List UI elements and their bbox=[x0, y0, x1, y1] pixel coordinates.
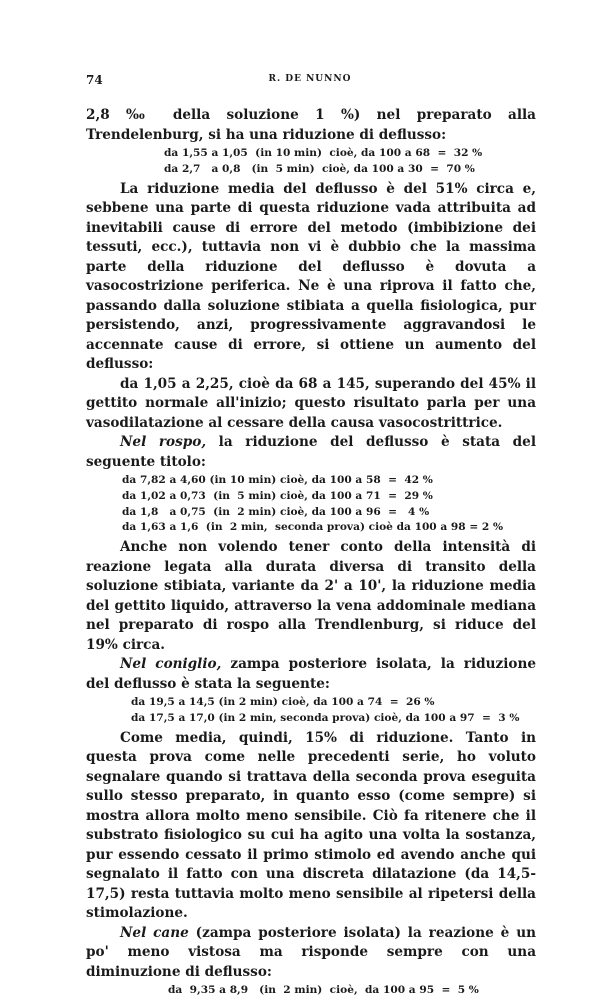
paragraph bbox=[86, 655, 536, 694]
paragraph: Anche non volendo tener conto della intensità di reazione legata alla durata diversa di transito della soluzione stibiata, variante da 2' a 10', la riduzione media del gettito liquido, attraverso la vena addominale mediana nel preparato di rospo alla Trendlenburg, si riduce del 19% circa. bbox=[86, 539, 536, 653]
paragraph: La riduzione media del deflusso è del 51% circa e, sebbene una parte di questa riduzione vada attribuita ad inevitabili cause di errore del metodo (imbibizione dei tessuti, ecc.), tuttavia non vi è dubbio che la massima parte della riduzione del deflusso è dovuta a vasocostrizione periferica. Ne è una riprova il fatto che, passando dalla soluzione stibiata a quella fisiologica, pur persistendo, anzi, progressivamente aggravandosi le accennate cause di errore, si ottiene un aumento del deflusso: bbox=[86, 180, 536, 373]
data-block-trendelenburg bbox=[86, 146, 536, 178]
paragraph-text: (zampa posteriore isolata) la reazione è un po' meno vistosa ma risponde sempre con una diminuzione di deflusso: bbox=[86, 924, 536, 980]
data-line: da 9,35 a 8,9 (in 2 min) cioè, da 100 a 95 = 5 % bbox=[168, 984, 479, 997]
paragraph: Come media, quindi, 15% di riduzione. Tanto in questa prova come nelle precedenti serie, ho voluto segnalare quando si trattava della seconda prova eseguita sullo stesso preparato, in quanto esso (come sempre) si mostra allora molto meno sensibile. Ciò fa ritenere che il substrato fisiologico su cui ha agito una volta la sostanza, pur essendo cessato il primo stimolo ed avendo anche qui segnalato il fatto con una discreta dilatazione (da 14,5-17,5) resta tuttavia molto meno sensibile al ripetersi della stimolazione. bbox=[86, 729, 536, 922]
body-text bbox=[86, 106, 536, 1001]
data-line: da 7,82 a 4,60 (in 10 min) cioè, da 100 a 58 = 42 % bbox=[122, 474, 433, 487]
italic-lead: Nel rospo, bbox=[120, 434, 207, 451]
paragraph: da 1,05 a 2,25, cioè da 68 a 145, superando del 45% il gettito normale all'inizio; questo risultato parla per una vasodilatazione al cessare della causa vasocostrittrice. bbox=[86, 375, 536, 431]
page-header bbox=[86, 73, 534, 89]
paragraph-continuation: 2,8 ‰ della soluzione 1 %) nel preparato alla Trendelenburg, si ha una riduzione di deflusso: bbox=[86, 107, 536, 143]
italic-lead: Nel cane bbox=[120, 924, 189, 941]
data-line: da 1,63 a 1,6 (in 2 min, seconda prova) cioè da 100 a 98 = 2 % bbox=[122, 521, 504, 534]
data-line: da 17,5 a 17,0 (in 2 min, seconda prova) cioè, da 100 a 97 = 3 % bbox=[131, 712, 520, 725]
data-block-coniglio bbox=[86, 695, 536, 727]
paragraph-text: la riduzione del deflusso è stata del seguente titolo: bbox=[86, 434, 536, 470]
running-head: R. DE NUNNO bbox=[268, 74, 352, 84]
italic-lead: Nel coniglio, bbox=[120, 656, 222, 673]
paragraph bbox=[86, 924, 536, 983]
data-line: da 1,55 a 1,05 (in 10 min) cioè, da 100 a 68 = 32 % bbox=[164, 147, 483, 159]
data-block-cane bbox=[86, 983, 536, 999]
data-line: da 19,5 a 14,5 (in 2 min) cioè, da 100 a 74 = 26 % bbox=[131, 696, 435, 709]
data-line: da 2,7 a 0,8 (in 5 min) cioè, da 100 a 30 = 70 % bbox=[164, 162, 475, 175]
data-line: da 1,8 a 0,75 (in 2 min) cioè, da 100 a 96 = 4 % bbox=[122, 505, 430, 518]
page-number: 74 bbox=[86, 73, 103, 87]
data-block-rospo bbox=[86, 473, 536, 536]
data-line: da 1,02 a 0,73 (in 5 min) cioè, da 100 a 71 = 29 % bbox=[122, 489, 433, 502]
paragraph-text: zampa posteriore isolata, la riduzione del deflusso è stata la seguente: bbox=[86, 656, 537, 692]
paragraph bbox=[86, 433, 536, 472]
